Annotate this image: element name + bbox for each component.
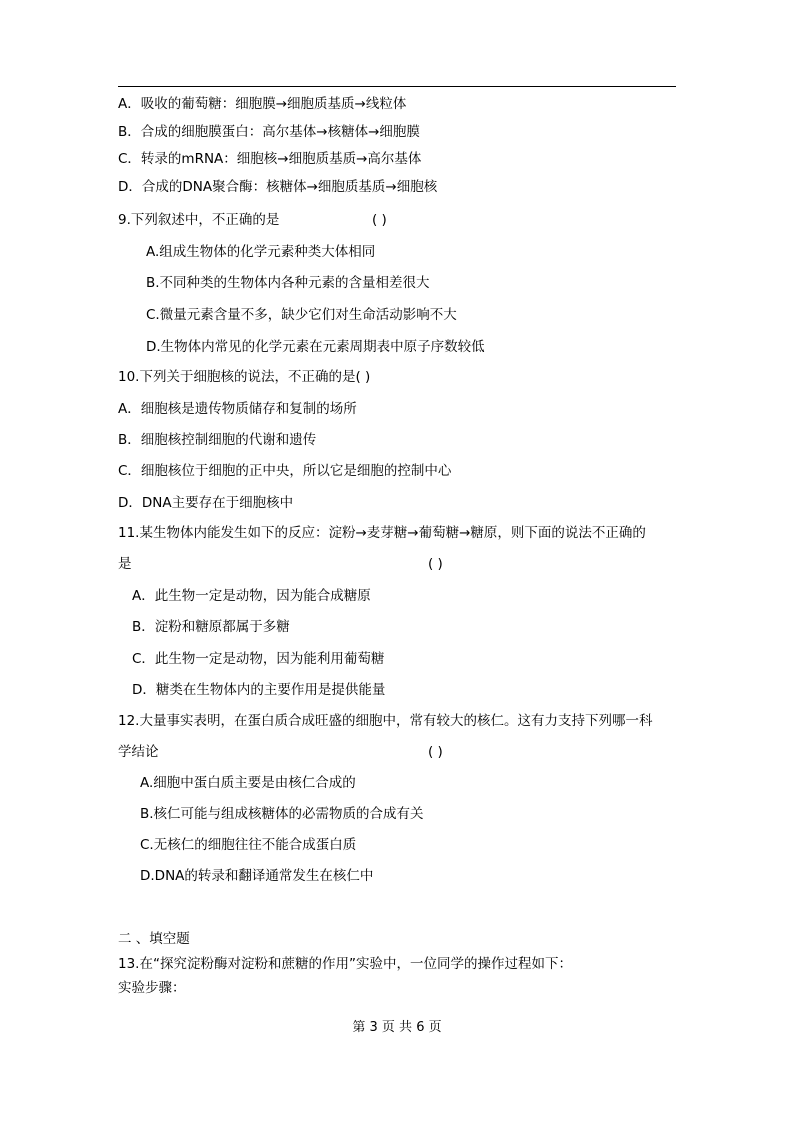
page-footer: 第 3 页 共 6 页 — [352, 1020, 442, 1035]
q10-option-b: B．细胞核控制细胞的代谢和遗传 — [118, 432, 317, 448]
q12-option-b: B.核仁可能与组成核糖体的必需物质的合成有关 — [140, 806, 424, 822]
q11-option-d: D．糖类在生物体内的主要作用是提供能量 — [132, 682, 386, 698]
q9-option-b: B.不同种类的生物体内各种元素的含量相差很大 — [146, 275, 430, 291]
q11-stem-line2: 是 — [118, 556, 132, 572]
q11-option-a: A．此生物一定是动物，因为能合成糖原 — [132, 588, 371, 604]
q12-stem-line1: 12.大量事实表明，在蛋白质合成旺盛的细胞中，常有较大的核仁。这有力支持下列哪一科 — [118, 713, 653, 729]
q8-option-b: B．合成的细胞膜蛋白：高尔基体→核糖体→细胞膜 — [118, 124, 420, 140]
header-rule — [118, 86, 676, 87]
q9-option-d: D.生物体内常见的化学元素在元素周期表中原子序数较低 — [146, 339, 485, 355]
q13-stem: 13.在“探究淀粉酶对淀粉和蔗糖的作用”实验中，一位同学的操作过程如下： — [118, 956, 572, 972]
q11-stem-line1: 11.某生物体内能发生如下的反应：淀粉→麦芽糖→葡萄糖→糖原，则下面的说法不正确的 — [118, 525, 646, 541]
q8-option-d: D．合成的DNA聚合酶：核糖体→细胞质基质→细胞核 — [118, 179, 438, 195]
q10-option-d: D．DNA主要存在于细胞核中 — [118, 495, 294, 511]
q12-option-a: A.细胞中蛋白质主要是由核仁合成的 — [140, 775, 356, 791]
q12-option-c: C.无核仁的细胞往往不能合成蛋白质 — [140, 837, 357, 853]
q8-option-a: A．吸收的葡萄糖：细胞膜→细胞质基质→线粒体 — [118, 96, 407, 112]
q8-option-c: C．转录的mRNA：细胞核→细胞质基质→高尔基体 — [118, 151, 422, 167]
q10-option-c: C．细胞核位于细胞的正中央，所以它是细胞的控制中心 — [118, 463, 452, 479]
q12-option-d: D.DNA的转录和翻译通常发生在核仁中 — [140, 868, 374, 884]
q11-option-c: C．此生物一定是动物，因为能利用葡萄糖 — [132, 651, 385, 667]
q10-stem: 10.下列关于细胞核的说法，不正确的是( ) — [118, 369, 371, 385]
q11-answer-paren: ( ) — [428, 556, 443, 572]
q10-option-a: A．细胞核是遗传物质储存和复制的场所 — [118, 401, 357, 417]
q9-option-a: A.组成生物体的化学元素种类大体相同 — [146, 244, 376, 260]
q12-answer-paren: ( ) — [428, 744, 443, 760]
q12-stem-line2: 学结论 — [118, 744, 159, 760]
q9-option-c: C.微量元素含量不多，缺少它们对生命活动影响不大 — [146, 307, 457, 323]
section-heading: 二 、填空题 — [118, 931, 190, 947]
q11-option-b: B．淀粉和糖原都属于多糖 — [132, 619, 290, 635]
q9-answer-paren: ( ) — [372, 212, 387, 228]
steps-label: 实验步骤： — [118, 980, 186, 996]
q9-stem: 9.下列叙述中，不正确的是 — [118, 212, 280, 228]
